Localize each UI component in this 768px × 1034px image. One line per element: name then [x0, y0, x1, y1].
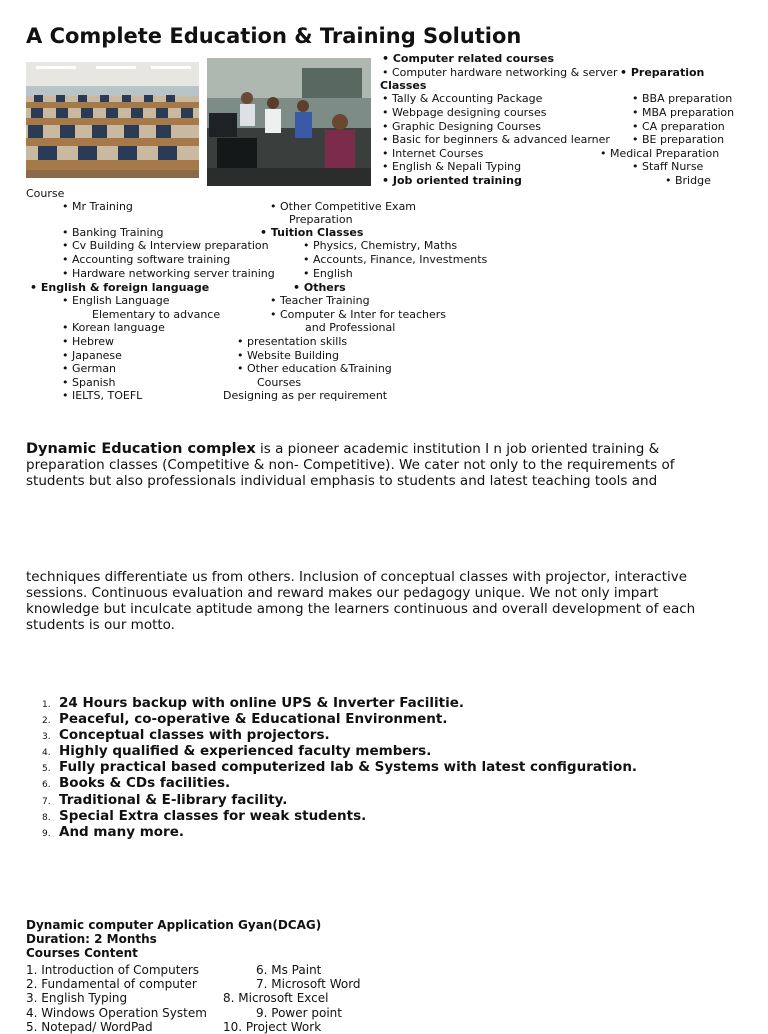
list-item: 1. Introduction of Computers	[26, 963, 200, 977]
list-item: • Webpage designing courses	[382, 106, 547, 119]
list-item: 3. Conceptual classes with projectors.	[42, 727, 330, 744]
list-item: • Japanese	[62, 349, 122, 362]
list-item: 6. Ms Paint	[256, 963, 322, 977]
list-item: 7. Traditional & E-library facility.	[42, 791, 288, 808]
computer-lab-photo	[26, 62, 199, 178]
list-item: and Professional	[305, 321, 396, 334]
list-item: • Others	[293, 281, 346, 294]
list-item: • English & Nepali Typing	[382, 160, 522, 173]
list-item: 3. English Typing	[26, 991, 128, 1006]
list-item: 9. Power point	[256, 1005, 342, 1020]
intro-text: is a pioneer academic institution I n job oriented training & preparation classes (Competitive & non- Competitive). We cater not only to the requirements of students but also professionals individual emphasis to students and latest teaching tools and	[26, 441, 675, 489]
page-title: A Complete Education & Training Solution	[26, 24, 522, 48]
course-section	[26, 918, 321, 961]
list-item: • Teacher Training	[270, 294, 370, 307]
list-item: 2. Peaceful, co-operative & Educational Environment.	[42, 711, 448, 728]
list-item: Course	[26, 187, 65, 200]
list-item: • Computer hardware networking & server	[382, 66, 618, 79]
list-item: 6. Books & CDs facilities.	[42, 775, 231, 792]
list-item: • Banking Training	[62, 226, 164, 239]
list-item: • Basic for beginners & advanced learner	[382, 133, 610, 146]
list-item: • Tally & Accounting Package	[382, 92, 543, 105]
course-content-heading: Courses Content	[26, 946, 138, 961]
list-item: • Graphic Designing Courses	[382, 120, 541, 133]
list-item: • English	[303, 267, 353, 280]
list-item: 9. And many more.	[42, 823, 184, 840]
list-item: • Job oriented training	[382, 174, 522, 187]
list-item: • Staff Nurse	[632, 160, 704, 173]
course-duration: Duration: 2 Months	[26, 932, 157, 947]
list-item: • German	[62, 362, 117, 375]
intro-paragraph	[26, 441, 726, 489]
list-item: 8. Special Extra classes for weak students.	[42, 807, 367, 824]
list-item: • Physics, Chemistry, Maths	[303, 239, 458, 252]
list-item: • CA preparation	[632, 120, 725, 133]
list-item: • MBA preparation	[632, 106, 735, 119]
list-item: • presentation skills	[237, 335, 348, 348]
institution-name: Dynamic Education complex	[26, 441, 256, 457]
list-item: • Computer related courses	[382, 52, 555, 65]
list-item: 4. Windows Operation System	[26, 1005, 207, 1020]
list-item: 5. Fully practical based computerized lab & Systems with latest configuration.	[42, 759, 638, 776]
list-item: Preparation	[289, 213, 353, 226]
list-item: • Accounting software training	[62, 253, 231, 266]
list-item: • BBA preparation	[632, 92, 733, 105]
list-item: Courses	[257, 376, 302, 389]
list-item: • Korean language	[62, 321, 165, 334]
list-item: Classes	[380, 79, 427, 92]
list-item: • Hardware networking server training	[62, 267, 275, 280]
list-item: • Mr Training	[62, 200, 133, 213]
list-item: • IELTS, TOEFL	[62, 389, 143, 402]
course-name: Dynamic computer Application Gyan(DCAG)	[26, 918, 322, 932]
list-item: • Internet Courses	[382, 147, 484, 160]
list-item: • Other Competitive Exam	[270, 200, 417, 213]
list-item: • Preparation	[620, 66, 705, 79]
list-item: 10. Project Work	[223, 1019, 322, 1034]
list-item: 1. 24 Hours backup with online UPS & Inverter Facilitie.	[42, 695, 465, 711]
list-item: • Computer & Inter for teachers	[270, 308, 447, 321]
students-photo	[207, 58, 371, 186]
list-item: • Spanish	[62, 376, 116, 389]
list-item: Elementary to advance	[92, 308, 221, 321]
list-item: • Medical Preparation	[600, 147, 720, 160]
list-item: 8. Microsoft Excel	[223, 991, 329, 1006]
list-item: • English & foreign language	[30, 281, 210, 294]
list-item: 4. Highly qualified & experienced faculty members.	[42, 743, 432, 760]
list-item: • English Language	[62, 294, 170, 307]
list-item: 2. Fundamental of computer	[26, 977, 197, 992]
list-item: • BE preparation	[632, 133, 725, 146]
second-paragraph: techniques differentiate us from others. Inclusion of conceptual classes with projector, interactive sessions. Continuous evaluation and reward makes our pedagogy unique. We not only impart knowledge but inculcate aptitude among the learners continuous and overall development of each students is our motto.	[26, 569, 696, 633]
list-item: • Website Building	[237, 349, 339, 362]
list-item: • Other education &Training	[237, 362, 392, 375]
list-item: • Hebrew	[62, 335, 115, 348]
list-item: • Tuition Classes	[260, 226, 364, 239]
course-content-left	[26, 963, 207, 1034]
list-item: • Accounts, Finance, Investments	[303, 253, 488, 266]
list-item: 5. Notepad/ WordPad	[26, 1019, 153, 1034]
list-item: Designing as per requirement	[223, 389, 388, 402]
features-list	[26, 695, 637, 840]
list-item: • Bridge	[665, 174, 711, 187]
list-item: 7. Microsoft Word	[256, 977, 361, 992]
list-item: • Cv Building & Interview preparation	[62, 239, 269, 252]
